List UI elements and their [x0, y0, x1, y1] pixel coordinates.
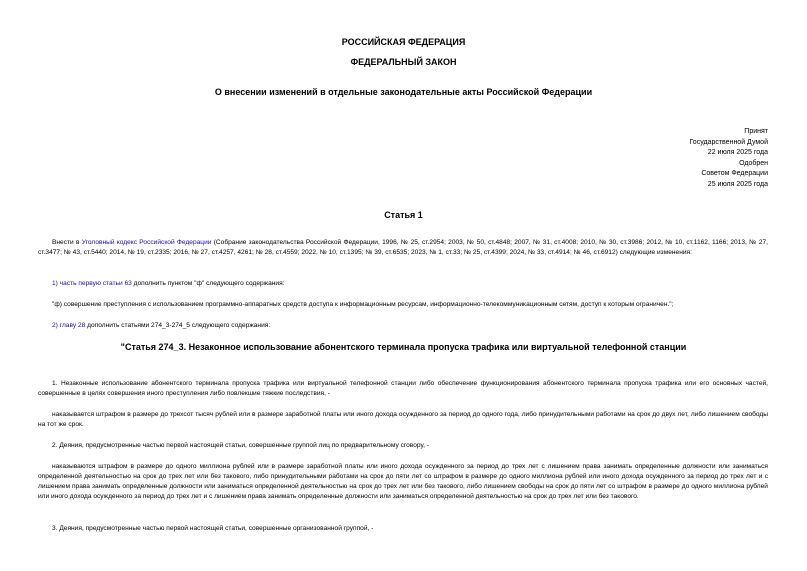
article-274-3-part-1 — [38, 379, 768, 399]
law-title: О внесении изменений в отдельные законодательные акты Российской Федерации — [214, 87, 593, 97]
article-1-intro — [38, 238, 768, 258]
part-1-text: 1. Незаконные использование абонентского терминала пропуска трафика или виртуальной телефонной станции либо обеспечение функционирования абонентского терминала пропуска трафика или его основных частей, совершенные в целях совершения иного преступления либо повлекшие тяжкие последствия, - — [38, 380, 768, 397]
item-1-quote-text: "ф) совершение преступления с использованием программно-аппаратных средств доступа к информационным ресурсам, информационно-телекоммуникационным сетям, доступ к которым ограничен."; — [52, 301, 674, 308]
item-2-rest: дополнить статьями 274_3-274_5 следующего содержания: — [85, 322, 271, 329]
adoption-line: 25 июля 2025 года — [707, 180, 768, 188]
sanction-1-text: наказывается штрафом в размере до трехсот тысяч рублей или в размере заработной платы или иного дохода осужденного за период до одного года, либо принудительными работами на срок до двух лет, либо лишением свободы на тот же срок. — [38, 411, 768, 428]
article-1-heading: Статья 1 — [384, 210, 423, 220]
item-2-number: 2) — [52, 322, 60, 329]
article-63-link[interactable]: часть первую статьи 63 — [59, 280, 132, 287]
article-274-3-sanction-1 — [38, 410, 768, 430]
part-2-text: 2. Деяния, предусмотренные частью первой настоящей статьи, совершенные группой лиц по предварительному сговору, - — [52, 442, 429, 449]
item-1-quote — [38, 300, 768, 310]
country-heading: РОССИЙСКАЯ ФЕДЕРАЦИЯ — [341, 37, 466, 47]
adoption-line: Принят — [744, 128, 768, 135]
adoption-block — [689, 127, 768, 190]
item-1 — [38, 279, 768, 289]
article-274-3-sanction-2 — [38, 462, 768, 502]
intro-rest: (Собрание законодательства Российской Федерации, 1996, № 25, ст.2954; 2003, № 50, ст.4848; 2007, № 31, ст.4008; 2010, № 30, ст.3986; 2012, № 10, ст.1162, 1166; 2013, № 27, ст.3477; № 43, ст.5440; 2014, № 19, ст.2335; 2016, № 27, ст.4257, 4261; № 28, ст.4559; 2022, № 10, ст.1395; № 39, ст.6535; 2023, № 1, ст.33; № 25, ст.4399; 2024, № 33, ст.4914; № 46, ст.6912) следующие изменения: — [38, 239, 768, 256]
criminal-code-link[interactable]: Уголовный кодекс Российской Федерации — [81, 239, 212, 246]
item-1-rest: дополнить пунктом "ф" следующего содержания: — [131, 280, 285, 287]
item-2 — [38, 321, 768, 331]
adoption-line: Советом Федерации — [701, 170, 768, 177]
adoption-line: Одобрен — [739, 159, 768, 167]
sanction-2-text: наказываются штрафом в размере до одного миллиона рублей или в размере заработной платы или иного дохода осужденного за период до трех лет с лишением права занимать определенные должности или заниматься определенной деятельностью на срок до трех лет или без такового, либо принудительными работами на срок до пяти лет со штрафом в размере до одного миллиона рублей или иного дохода осужденного за период до трех лет и с лишением права занимать определенные должности или заниматься определенной деятельностью на срок до трех лет или без такового, либо лишением свободы на срок до пяти лет со штрафом в размере до одного миллиона рублей или иного дохода осужденного за период до трех лет и с лишением права занимать определенные должности или заниматься определенной деятельностью на срок до трех лет или без такового. — [38, 463, 768, 500]
article-274-3-part-3 — [38, 524, 768, 534]
item-1-number: 1) — [52, 280, 60, 287]
article-274-3-part-2 — [38, 441, 768, 451]
part-3-text: 3. Деяния, предусмотренные частью первой настоящей статьи, совершенные организованной группой, - — [52, 525, 374, 532]
adoption-line: 22 июля 2025 года — [707, 149, 768, 156]
chapter-28-link[interactable]: главу 28 — [59, 322, 86, 329]
article-274-3-heading: "Статья 274_3. Незаконное использование абонентского терминала пропуска трафика или виртуальной телефонной станции — [120, 342, 687, 352]
intro-prefix: Внести в — [52, 239, 82, 246]
adoption-line: Государственной Думой — [689, 138, 768, 146]
doc-type-heading: ФЕДЕРАЛЬНЫЙ ЗАКОН — [350, 57, 457, 67]
